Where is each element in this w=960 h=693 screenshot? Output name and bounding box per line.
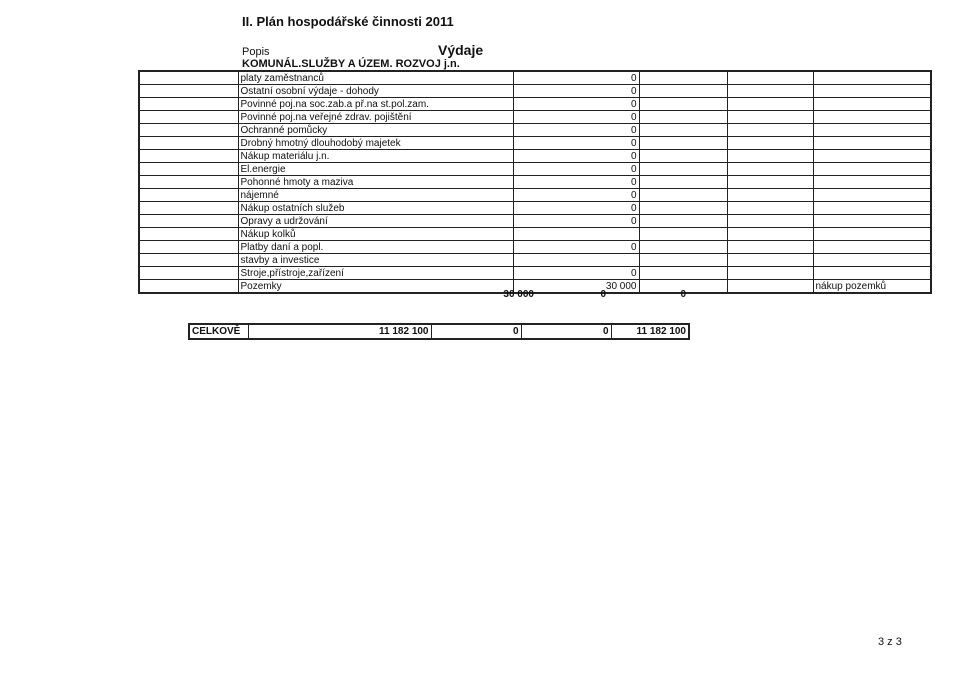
- row-empty: [727, 176, 813, 189]
- row-note: [813, 202, 931, 215]
- row-empty: [639, 202, 727, 215]
- row-empty: [639, 163, 727, 176]
- row-note: [813, 176, 931, 189]
- row-label: Pozemky: [238, 280, 513, 294]
- row-spacer: [139, 189, 238, 202]
- table-row: [139, 267, 931, 280]
- row-empty: [727, 150, 813, 163]
- row-spacer: [139, 267, 238, 280]
- row-note: [813, 228, 931, 241]
- row-note: [813, 111, 931, 124]
- row-spacer: [139, 176, 238, 189]
- row-spacer: [139, 137, 238, 150]
- row-label: Nákup materiálu j.n.: [238, 150, 513, 163]
- table-row: [139, 176, 931, 189]
- section-title: KOMUNÁL.SLUŽBY A ÚZEM. ROZVOJ j.n.: [242, 58, 460, 70]
- table-row: [139, 254, 931, 267]
- row-empty: [727, 85, 813, 98]
- row-value: 0: [513, 176, 639, 189]
- row-spacer: [139, 150, 238, 163]
- row-spacer: [139, 111, 238, 124]
- table-row: [139, 137, 931, 150]
- row-empty: [639, 215, 727, 228]
- row-spacer: [139, 241, 238, 254]
- celkove-value-2: 0: [431, 324, 521, 339]
- row-empty: [639, 124, 727, 137]
- row-note: [813, 98, 931, 111]
- row-spacer: [139, 71, 238, 85]
- row-empty: [639, 71, 727, 85]
- row-value: 0: [513, 111, 639, 124]
- row-label: Drobný hmotný dlouhodobý majetek: [238, 137, 513, 150]
- row-note: [813, 267, 931, 280]
- row-note: [813, 241, 931, 254]
- table-row: [139, 228, 931, 241]
- row-spacer: [139, 124, 238, 137]
- celkove-value-4: 11 182 100: [611, 324, 689, 339]
- row-spacer: [139, 85, 238, 98]
- row-empty: [639, 189, 727, 202]
- row-spacer: [139, 163, 238, 176]
- row-empty: [639, 176, 727, 189]
- row-empty: [727, 241, 813, 254]
- row-empty: [727, 137, 813, 150]
- page-number: 3 z 3: [878, 636, 902, 648]
- row-value: 0: [513, 189, 639, 202]
- row-value: 0: [513, 202, 639, 215]
- row-note: [813, 71, 931, 85]
- row-value: 0: [513, 71, 639, 85]
- row-spacer: [139, 254, 238, 267]
- row-note: [813, 163, 931, 176]
- row-label: Ostatní osobní výdaje - dohody: [238, 85, 513, 98]
- row-spacer: [139, 228, 238, 241]
- row-value: 0: [513, 137, 639, 150]
- row-label: El.energie: [238, 163, 513, 176]
- row-value: 0: [513, 150, 639, 163]
- table-row: [139, 241, 931, 254]
- row-note: [813, 254, 931, 267]
- row-empty: [727, 267, 813, 280]
- row-empty: [639, 85, 727, 98]
- row-value: 0: [513, 267, 639, 280]
- table-row: [139, 124, 931, 137]
- row-label: Opravy a udržování: [238, 215, 513, 228]
- row-empty: [727, 111, 813, 124]
- total-col3: 0: [680, 289, 686, 300]
- row-empty: [639, 267, 727, 280]
- row-spacer: [139, 202, 238, 215]
- table-row: [139, 202, 931, 215]
- row-empty: [727, 189, 813, 202]
- total-col2: 0: [600, 289, 606, 300]
- row-label: nájemné: [238, 189, 513, 202]
- row-empty: [727, 280, 813, 294]
- row-label: Nákup kolků: [238, 228, 513, 241]
- row-label: Nákup ostatních služeb: [238, 202, 513, 215]
- row-label: Pohonné hmoty a maziva: [238, 176, 513, 189]
- row-label: platy zaměstnanců: [238, 71, 513, 85]
- row-value: 0: [513, 85, 639, 98]
- row-label: Stroje,přístroje,zařízení: [238, 267, 513, 280]
- table-row: [139, 150, 931, 163]
- celkove-value-1: 11 182 100: [248, 324, 431, 339]
- row-empty: [639, 98, 727, 111]
- row-empty: [639, 228, 727, 241]
- table-row: [139, 85, 931, 98]
- row-empty: [727, 71, 813, 85]
- row-empty: [639, 254, 727, 267]
- expense-table: [138, 70, 932, 294]
- row-label: Povinné poj.na veřejné zdrav. pojištění: [238, 111, 513, 124]
- celkove-table: [188, 323, 690, 340]
- table-row: [139, 98, 931, 111]
- row-spacer: [139, 215, 238, 228]
- row-label: stavby a investice: [238, 254, 513, 267]
- table-row: [139, 163, 931, 176]
- celkove-value-3: 0: [521, 324, 611, 339]
- row-empty: [639, 137, 727, 150]
- row-note: [813, 85, 931, 98]
- row-empty: [727, 228, 813, 241]
- row-note: [813, 215, 931, 228]
- table-row: [139, 111, 931, 124]
- table-row: [139, 215, 931, 228]
- row-spacer: [139, 280, 238, 294]
- row-note: [813, 150, 931, 163]
- celkove-row: [189, 324, 689, 339]
- document-title: II. Plán hospodářské činnosti 2011: [242, 14, 454, 29]
- popis-label: Popis: [242, 46, 270, 58]
- row-empty: [727, 163, 813, 176]
- row-empty: [727, 124, 813, 137]
- row-note: [813, 189, 931, 202]
- vydaje-label: Výdaje: [438, 42, 484, 58]
- table-row: [139, 189, 931, 202]
- row-empty: [727, 254, 813, 267]
- row-value: 0: [513, 124, 639, 137]
- row-label: Ochranné pomůcky: [238, 124, 513, 137]
- row-value: 0: [513, 241, 639, 254]
- row-label: Povinné poj.na soc.zab.a př.na st.pol.zam.: [238, 98, 513, 111]
- row-note: nákup pozemků: [813, 280, 931, 294]
- row-value: 30 000: [513, 280, 639, 294]
- row-label: Platby daní a popl.: [238, 241, 513, 254]
- row-value: 0: [513, 215, 639, 228]
- row-value: [513, 228, 639, 241]
- row-value: 0: [513, 163, 639, 176]
- table-row: [139, 280, 931, 294]
- row-value: [513, 254, 639, 267]
- row-note: [813, 124, 931, 137]
- row-empty: [639, 111, 727, 124]
- total-col1: 30 000: [503, 289, 534, 300]
- row-spacer: [139, 98, 238, 111]
- row-empty: [639, 241, 727, 254]
- row-empty: [727, 202, 813, 215]
- celkove-label: CELKOVĚ: [189, 324, 248, 339]
- row-note: [813, 137, 931, 150]
- row-empty: [727, 215, 813, 228]
- row-empty: [727, 98, 813, 111]
- table-row: [139, 71, 931, 85]
- row-value: 0: [513, 98, 639, 111]
- row-empty: [639, 150, 727, 163]
